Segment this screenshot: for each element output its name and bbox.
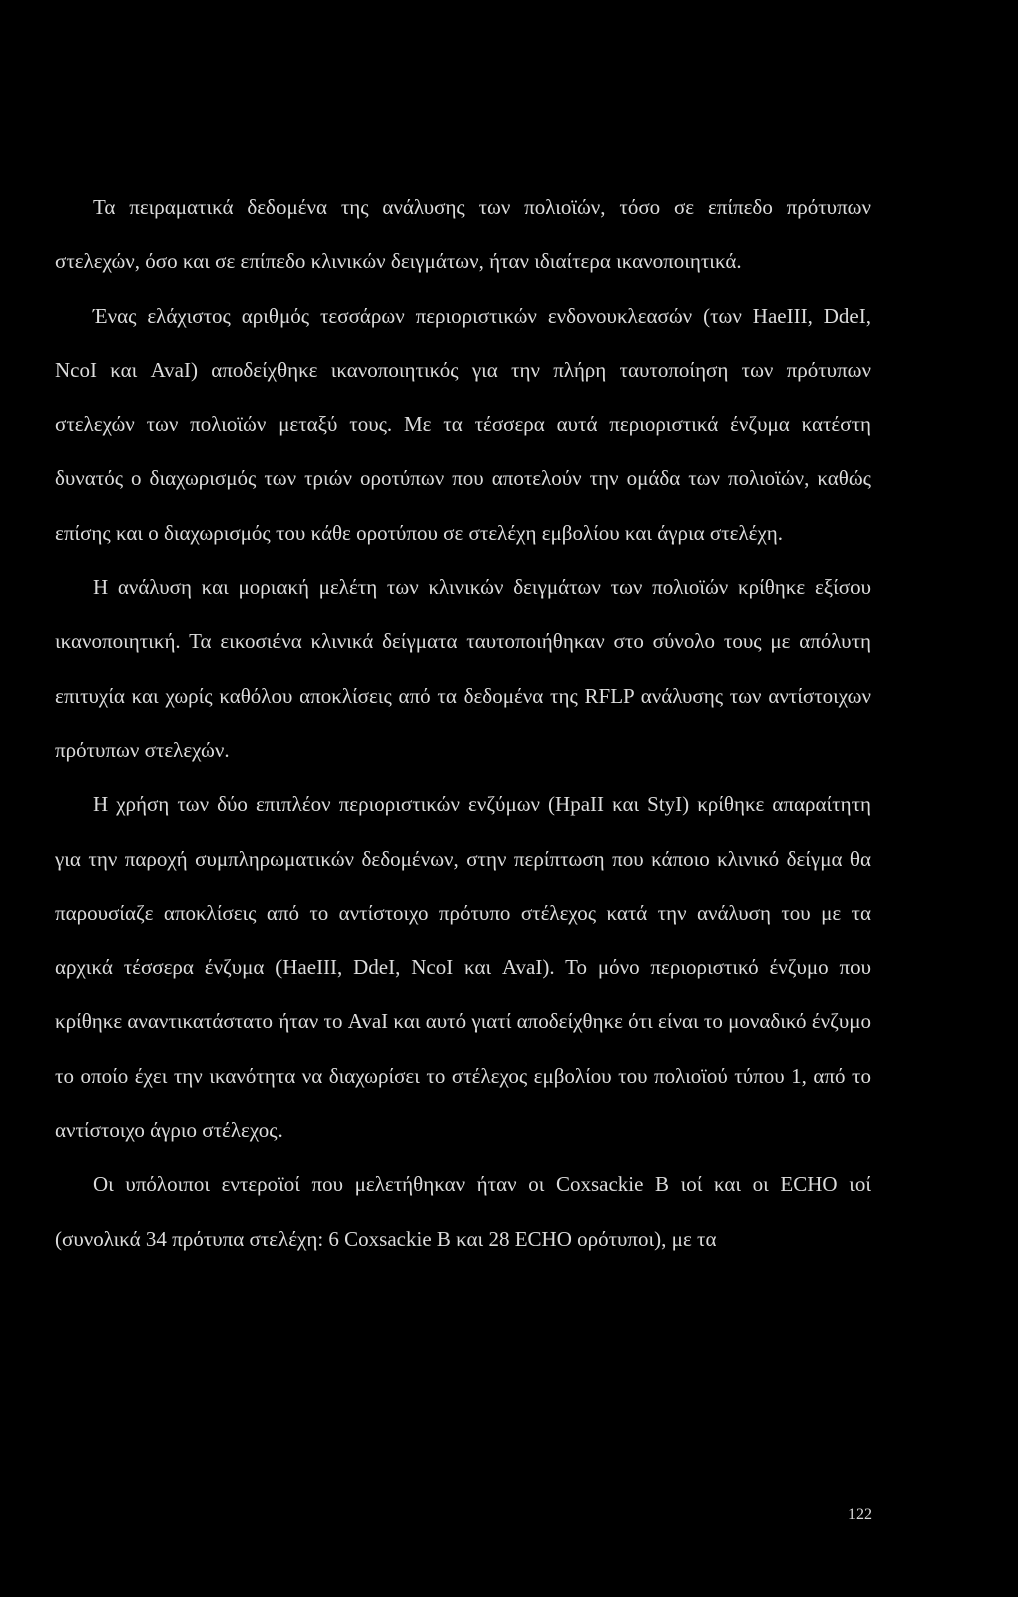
paragraph-additional-enzymes: Η χρήση των δύο επιπλέον περιοριστικών ενζύμων (HpaII και StyI) κρίθηκε απαραίτητη για την παροχή συμπληρωματικών δεδομένων, στην περίπτωση που κάποιο κλινικό δείγμα θα παρουσίαζε αποκλίσεις από το αντίστοιχο πρότυπο στέλεχος κατά την ανάλυση του με τα αρχικά τέσσερα ένζυμα (HaeIII, DdeI, NcoI και AvaI). Το μόνο περιοριστικό ένζυμο που κρίθηκε αναντικατάστατο ήταν το AvaI και αυτό γιατί αποδείχθηκε ότι είναι το μοναδικό ένζυμο το οποίο έχει την ικανότητα να διαχωρίσει το στέλεχος εμβολίου του πολιοϊού τύπου 1, από το αντίστοιχο άγριο στέλεχος. [55, 792, 871, 1143]
page-number: 122 [848, 1506, 872, 1523]
scan-edge [1018, 0, 1024, 1597]
body-text [55, 180, 871, 1266]
paragraph-other-enteroviruses: Οι υπόλοιποι εντεροϊοί που μελετήθηκαν ήταν οι Coxsackie B ιοί και οι ECHO ιοί (συνολικά 34 πρότυπα στελέχη: 6 Coxsackie B και 28 ECHO ορότυποι), με τα [55, 1172, 871, 1251]
paragraph-clinical-samples: Η ανάλυση και μοριακή μελέτη των κλινικών δειγμάτων των πολιοϊών κρίθηκε εξίσου ικανοποιητική. Τα εικοσιένα κλινικά δείγματα ταυτοποιήθηκαν στο σύνολο τους με απόλυτη επιτυχία και χωρίς καθόλου αποκλίσεις από τα δεδομένα της RFLP ανάλυσης των αντίστοιχων πρότυπων στελεχών. [55, 575, 871, 762]
paragraph-poliovirus-results: Τα πειραματικά δεδομένα της ανάλυσης των πολιοϊών, τόσο σε επίπεδο πρότυπων στελεχών, όσο και σε επίπεδο κλινικών δειγμάτων, ήταν ιδιαίτερα ικανοποιητικά. [55, 195, 871, 274]
paragraph-restriction-enzymes: Ένας ελάχιστος αριθμός τεσσάρων περιοριστικών ενδονουκλεασών (των HaeIII, DdeI, NcoI και AvaI) αποδείχθηκε ικανοποιητικός για την πλήρη ταυτοποίηση των πρότυπων στελεχών των πολιοϊών μεταξύ τους. Με τα τέσσερα αυτά περιοριστικά ένζυμα κατέστη δυνατός ο διαχωρισμός των τριών οροτύπων που αποτελούν την ομάδα των πολιοϊών, καθώς επίσης και ο διαχωρισμός του κάθε οροτύπου σε στελέχη εμβολίου και άγρια στελέχη. [55, 303, 871, 545]
